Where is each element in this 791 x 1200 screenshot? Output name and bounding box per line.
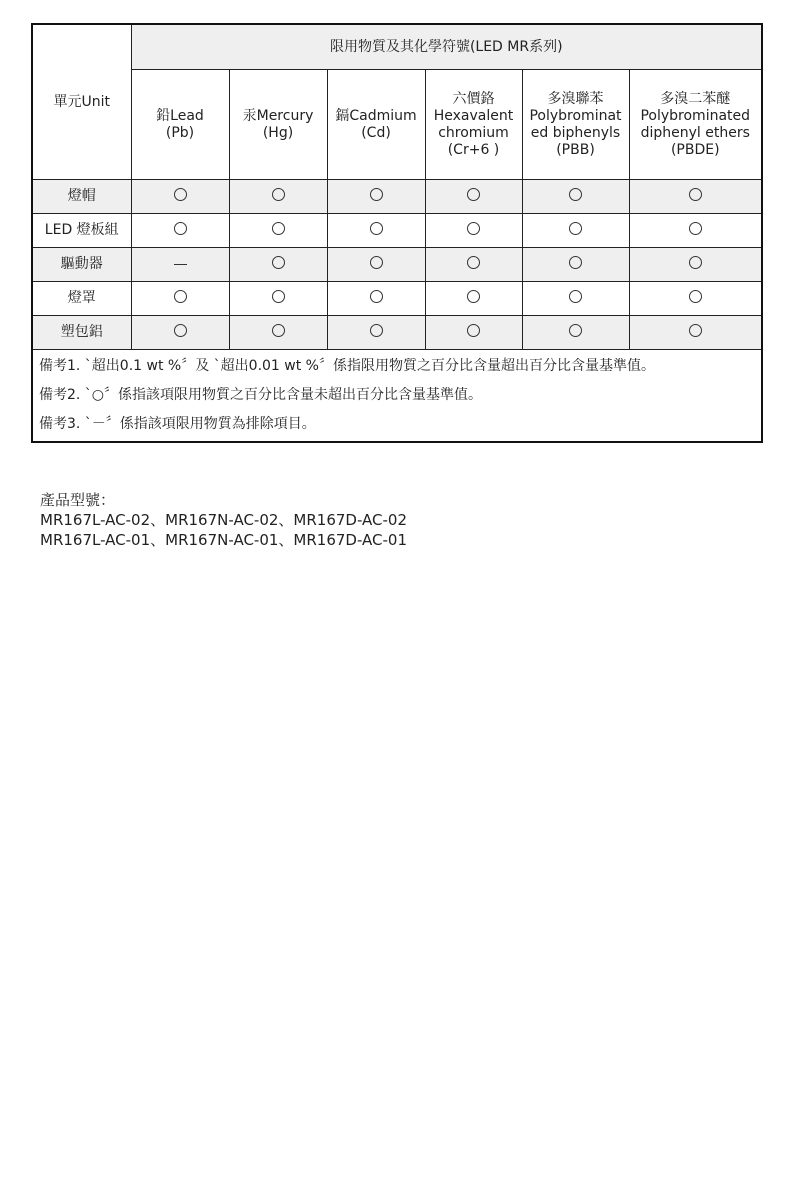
circle-icon [174,290,187,303]
models-label: 產品型號： [40,491,116,509]
value-cell [229,282,327,316]
column-header-line: (PBDE) [670,141,720,158]
circle-icon [569,188,582,201]
column-header-line: (PBB) [556,141,595,158]
column-header [629,70,762,180]
circle-icon [370,290,383,303]
restricted-substances-table [31,23,763,443]
circle-icon [370,324,383,337]
column-header-line: (Hg) [262,124,294,141]
note: 備考1. ˋ超出0.1 wt %〞及 ˋ超出0.01 wt %〞係指限用物質之百分比含量超出百分比含量基準值。 [39,358,655,374]
column-header [522,70,629,180]
circle-icon [174,222,187,235]
note: 備考3. ˋ－〞係指該項限用物質為排除項目。 [39,416,316,432]
circle-icon [370,188,383,201]
column-header-line: 多溴二苯醚 [660,90,731,107]
unit-cell: 燈帽 [32,180,131,214]
column-header-line: 鉛Lead [156,107,204,124]
column-header-line: 多溴聯苯 [547,90,604,107]
value-cell [131,214,229,248]
column-header-line: 汞Mercury [242,107,314,124]
circle-icon [272,188,285,201]
column-header [131,70,229,180]
value-cell [327,214,425,248]
circle-icon [467,256,480,269]
circle-icon [370,222,383,235]
value-cell [522,248,629,282]
circle-icon [272,290,285,303]
table-title: 限用物質及其化學符號(LED MR系列) [131,24,762,70]
column-header-line: Polybrominat [529,107,622,124]
circle-icon [689,222,702,235]
notes-cell [32,350,762,443]
circle-icon [569,324,582,337]
circle-icon [467,188,480,201]
circle-icon [272,256,285,269]
value-cell [327,316,425,350]
unit-cell: LED 燈板組 [32,214,131,248]
table-row [32,316,762,350]
unit-cell: 燈罩 [32,282,131,316]
product-models [40,490,407,550]
value-cell [425,282,522,316]
column-header [327,70,425,180]
circle-icon [689,256,702,269]
value-cell [229,180,327,214]
column-header-line: (Cr+6 ) [447,141,500,158]
column-header-line: (Cd) [361,124,391,141]
value-cell [522,214,629,248]
circle-icon [174,188,187,201]
value-cell [425,316,522,350]
table-row [32,248,762,282]
circle-icon [569,222,582,235]
note: 備考2. ˋ○〞係指該項限用物質之百分比含量未超出百分比含量基準值。 [39,387,483,403]
circle-icon [467,324,480,337]
circle-icon [689,324,702,337]
column-header-line: Hexavalent [433,107,514,124]
value-cell [522,316,629,350]
circle-icon [569,290,582,303]
value-cell [229,214,327,248]
value-cell [131,282,229,316]
column-header-line: Polybrominated [640,107,751,124]
unit-header: 單元Unit [32,24,131,180]
value-cell [522,180,629,214]
value-cell [229,316,327,350]
circle-icon [174,324,187,337]
value-cell [629,214,762,248]
value-cell [327,282,425,316]
circle-icon [272,324,285,337]
circle-icon [370,256,383,269]
value-cell [629,248,762,282]
column-header [229,70,327,180]
column-header-line: 鎘Cadmium [335,107,417,124]
circle-icon [467,290,480,303]
column-header-line: 六價鉻 [452,90,495,107]
value-cell [425,248,522,282]
models-line: MR167L-AC-02、MR167N-AC-02、MR167D-AC-02 [40,511,408,529]
circle-icon [467,222,480,235]
value-cell [327,248,425,282]
value-cell [229,248,327,282]
column-header-line: (Pb) [165,124,195,141]
value-cell [522,282,629,316]
value-cell [425,180,522,214]
value-cell [327,180,425,214]
circle-icon [272,222,285,235]
models-line: MR167L-AC-01、MR167N-AC-01、MR167D-AC-01 [40,531,408,549]
column-header-line: ed biphenyls [530,124,621,141]
circle-icon [689,188,702,201]
value-cell [131,316,229,350]
value-cell [629,180,762,214]
circle-icon [689,290,702,303]
unit-cell: 驅動器 [32,248,131,282]
value-cell [629,282,762,316]
column-header-line: chromium [438,124,509,141]
table-row [32,180,762,214]
column-header [425,70,522,180]
unit-cell: 塑包鋁 [32,316,131,350]
column-header-line: diphenyl ethers [640,124,750,141]
table-row [32,282,762,316]
value-cell [629,316,762,350]
value-cell [131,248,229,282]
value-cell [131,180,229,214]
circle-icon [569,256,582,269]
dash-icon [174,264,187,265]
table-row [32,214,762,248]
value-cell [425,214,522,248]
